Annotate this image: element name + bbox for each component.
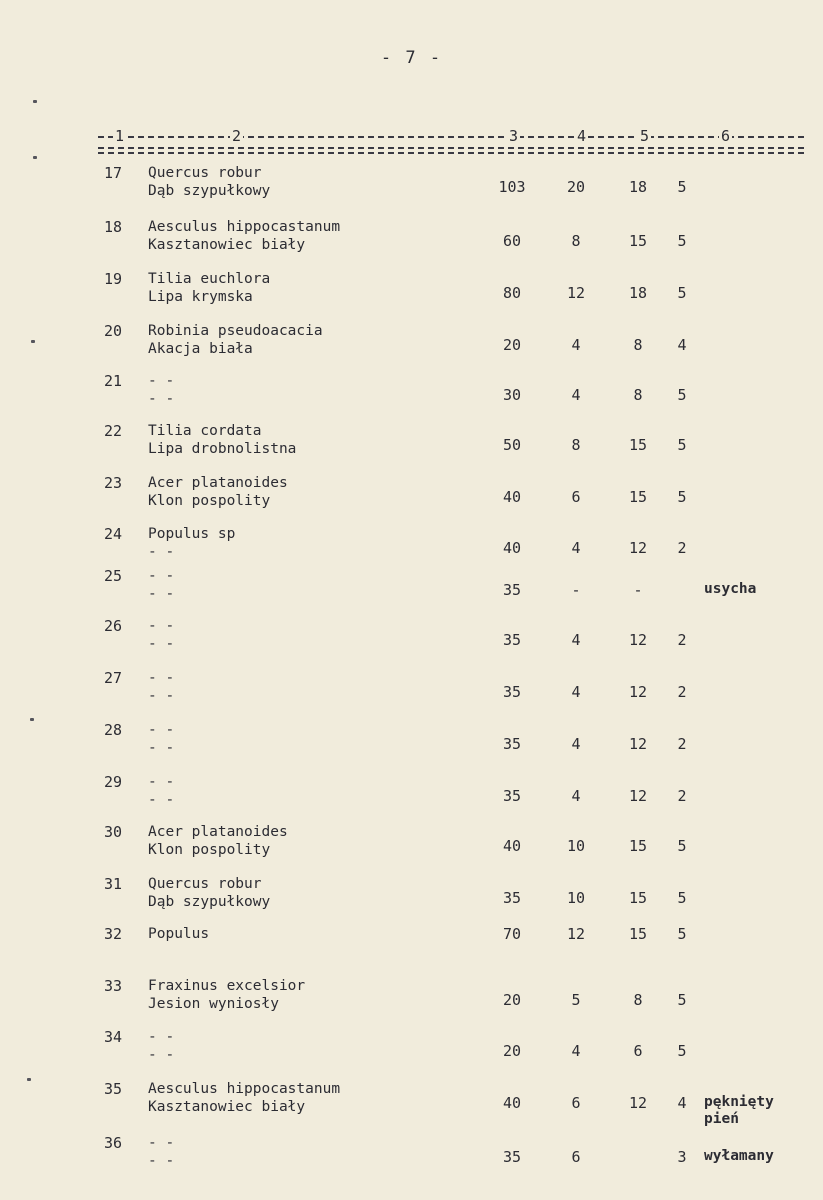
- table-row: [0, 1028, 823, 1078]
- table-row: [0, 1134, 823, 1184]
- value-col-6: 3: [677, 1148, 687, 1166]
- row-number: 21: [104, 372, 123, 390]
- table-row: [0, 474, 823, 524]
- value-col-5: 18: [628, 178, 648, 196]
- value-col-6: 5: [677, 488, 687, 506]
- value-col-5: 8: [633, 386, 643, 404]
- species-polish: - -: [148, 688, 175, 704]
- value-col-5: 15: [628, 436, 648, 454]
- value-col-5: 8: [633, 991, 643, 1009]
- species-polish: - -: [148, 544, 175, 560]
- value-col-3: 80: [502, 284, 522, 302]
- species-name: [148, 270, 270, 306]
- value-col-3: 35: [502, 1148, 522, 1166]
- species-latin: - -: [148, 1029, 175, 1045]
- value-col-4: 6: [571, 1094, 581, 1112]
- row-number: 27: [104, 669, 123, 687]
- value-col-5: 15: [628, 232, 648, 250]
- row-number: 26: [104, 617, 123, 635]
- value-col-3: 50: [502, 436, 522, 454]
- species-latin: Quercus robur: [148, 876, 262, 892]
- table-row: [0, 1080, 823, 1130]
- value-col-4: 4: [571, 336, 581, 354]
- value-col-3: 30: [502, 386, 522, 404]
- table-row: [0, 372, 823, 422]
- species-polish: Jesion wyniosły: [148, 996, 279, 1012]
- species-name: [148, 977, 305, 1013]
- row-number: 35: [104, 1080, 123, 1098]
- column-header-1: 1: [115, 127, 125, 145]
- margin-speck: [33, 100, 37, 103]
- value-col-6: 5: [677, 889, 687, 907]
- species-name: [148, 525, 235, 561]
- value-col-4: 8: [571, 436, 581, 454]
- species-polish: Lipa drobnolistna: [148, 441, 297, 457]
- value-col-4: 4: [571, 1042, 581, 1060]
- value-col-3: 20: [502, 991, 522, 1009]
- value-col-4: 4: [571, 735, 581, 753]
- species-latin: Populus sp: [148, 526, 236, 542]
- value-col-5: 12: [628, 539, 648, 557]
- value-col-3: 35: [502, 631, 522, 649]
- table-row: [0, 721, 823, 771]
- value-col-6: 5: [677, 232, 687, 250]
- value-col-4: 6: [571, 488, 581, 506]
- species-latin: Robinia pseudoacacia: [148, 323, 323, 339]
- table-row: [0, 218, 823, 268]
- table-row: [0, 322, 823, 372]
- table-row: [0, 925, 823, 975]
- species-polish: Kasztanowiec biały: [148, 1099, 306, 1115]
- value-col-5: 18: [628, 284, 648, 302]
- species-polish: Klon pospolity: [148, 842, 271, 858]
- row-number: 24: [104, 525, 123, 543]
- species-name: [148, 422, 296, 458]
- header-rule-top: [98, 136, 804, 138]
- table-row: [0, 669, 823, 719]
- value-col-3: 103: [498, 178, 526, 196]
- value-col-4: 4: [571, 386, 581, 404]
- value-col-4: 4: [571, 787, 581, 805]
- species-latin: Acer platanoides: [148, 475, 288, 491]
- row-number: 30: [104, 823, 123, 841]
- row-number: 31: [104, 875, 123, 893]
- value-col-5: 12: [628, 631, 648, 649]
- table-row: [0, 164, 823, 214]
- row-number: 23: [104, 474, 123, 492]
- species-polish: Kasztanowiec biały: [148, 237, 306, 253]
- value-col-6: 5: [677, 991, 687, 1009]
- remark: wyłamany: [704, 1148, 774, 1164]
- value-col-3: 35: [502, 735, 522, 753]
- row-number: 18: [104, 218, 123, 236]
- value-col-3: 70: [502, 925, 522, 943]
- species-polish: - -: [148, 586, 175, 602]
- column-header-5: 5: [640, 127, 650, 145]
- row-number: 36: [104, 1134, 123, 1152]
- value-col-5: 12: [628, 787, 648, 805]
- value-col-6: 5: [677, 1042, 687, 1060]
- species-latin: - -: [148, 774, 175, 790]
- row-number: 33: [104, 977, 123, 995]
- table-row: [0, 617, 823, 667]
- value-col-4: 6: [571, 1148, 581, 1166]
- value-col-5: 15: [628, 925, 648, 943]
- value-col-3: 60: [502, 232, 522, 250]
- species-latin: - -: [148, 670, 175, 686]
- table-row: [0, 422, 823, 472]
- table-row: [0, 977, 823, 1027]
- value-col-5: -: [633, 581, 643, 599]
- species-polish: Dąb szypułkowy: [148, 183, 271, 199]
- value-col-3: 20: [502, 336, 522, 354]
- remark: usycha: [704, 581, 757, 597]
- row-number: 34: [104, 1028, 123, 1046]
- table-row: [0, 567, 823, 617]
- value-col-6: 5: [677, 386, 687, 404]
- species-latin: Fraxinus excelsior: [148, 978, 306, 994]
- species-latin: - -: [148, 1135, 175, 1151]
- species-name: [148, 567, 174, 603]
- species-polish: Akacja biała: [148, 341, 253, 357]
- species-name: [148, 669, 174, 705]
- value-col-4: 10: [566, 837, 586, 855]
- value-col-3: 40: [502, 1094, 522, 1112]
- value-col-4: 4: [571, 683, 581, 701]
- value-col-3: 35: [502, 889, 522, 907]
- value-col-6: 5: [677, 837, 687, 855]
- value-col-6: 4: [677, 1094, 687, 1112]
- value-col-4: 4: [571, 631, 581, 649]
- value-col-3: 20: [502, 1042, 522, 1060]
- species-name: [148, 823, 288, 859]
- value-col-6: 5: [677, 284, 687, 302]
- row-number: 32: [104, 925, 123, 943]
- value-col-4: 12: [566, 925, 586, 943]
- species-name: [148, 1134, 174, 1170]
- value-col-5: 12: [628, 683, 648, 701]
- species-name: [148, 1028, 174, 1064]
- value-col-5: 8: [633, 336, 643, 354]
- species-polish: - -: [148, 792, 175, 808]
- species-polish: - -: [148, 391, 175, 407]
- species-name: [148, 721, 174, 757]
- value-col-6: 2: [677, 683, 687, 701]
- species-latin: Tilia euchlora: [148, 271, 271, 287]
- species-name: [148, 164, 270, 200]
- species-latin: Acer platanoides: [148, 824, 288, 840]
- margin-speck: [27, 1078, 31, 1081]
- table-row: [0, 773, 823, 823]
- species-latin: - -: [148, 568, 175, 584]
- value-col-4: 20: [566, 178, 586, 196]
- species-latin: - -: [148, 373, 175, 389]
- value-col-6: 2: [677, 631, 687, 649]
- species-latin: - -: [148, 722, 175, 738]
- species-polish: Dąb szypułkowy: [148, 894, 271, 910]
- margin-speck: [33, 156, 37, 159]
- page-number: - 7 -: [380, 48, 443, 68]
- value-col-5: 15: [628, 488, 648, 506]
- row-number: 25: [104, 567, 123, 585]
- value-col-6: 4: [677, 336, 687, 354]
- header-rule-double-1: [98, 147, 804, 149]
- species-name: [148, 875, 270, 911]
- column-header-4: 4: [577, 127, 587, 145]
- value-col-3: 35: [502, 787, 522, 805]
- species-latin: Tilia cordata: [148, 423, 262, 439]
- table-row: [0, 823, 823, 873]
- value-col-6: 2: [677, 539, 687, 557]
- species-name: [148, 474, 288, 510]
- species-polish: Lipa krymska: [148, 289, 253, 305]
- species-name: [148, 1080, 340, 1116]
- species-polish: - -: [148, 636, 175, 652]
- value-col-4: -: [571, 581, 581, 599]
- value-col-3: 35: [502, 683, 522, 701]
- species-latin: - -: [148, 618, 175, 634]
- remark: pęknięty pień: [704, 1094, 774, 1127]
- species-latin: Aesculus hippocastanum: [148, 1081, 341, 1097]
- species-name: [148, 617, 174, 653]
- value-col-4: 4: [571, 539, 581, 557]
- value-col-6: 5: [677, 178, 687, 196]
- value-col-5: 12: [628, 735, 648, 753]
- value-col-4: 10: [566, 889, 586, 907]
- row-number: 17: [104, 164, 123, 182]
- value-col-6: 5: [677, 925, 687, 943]
- species-polish: - -: [148, 1153, 175, 1169]
- margin-speck: [31, 340, 35, 343]
- column-header-2: 2: [232, 127, 242, 145]
- species-polish: Klon pospolity: [148, 493, 271, 509]
- value-col-5: 15: [628, 837, 648, 855]
- column-header-3: 3: [509, 127, 519, 145]
- column-header-6: 6: [721, 127, 731, 145]
- row-number: 29: [104, 773, 123, 791]
- value-col-3: 40: [502, 488, 522, 506]
- value-col-4: 8: [571, 232, 581, 250]
- species-name: [148, 773, 174, 809]
- row-number: 22: [104, 422, 123, 440]
- species-polish: - -: [148, 1047, 175, 1063]
- species-name: [148, 322, 323, 358]
- value-col-5: 12: [628, 1094, 648, 1112]
- species-polish: - -: [148, 740, 175, 756]
- margin-speck: [30, 718, 34, 721]
- table-row: [0, 875, 823, 925]
- value-col-6: 2: [677, 787, 687, 805]
- species-name: [148, 925, 209, 943]
- value-col-4: 12: [566, 284, 586, 302]
- value-col-6: 5: [677, 436, 687, 454]
- value-col-3: 40: [502, 539, 522, 557]
- species-name: [148, 372, 174, 408]
- species-name: [148, 218, 340, 254]
- value-col-3: 40: [502, 837, 522, 855]
- species-latin: Populus: [148, 926, 210, 942]
- species-latin: Quercus robur: [148, 165, 262, 181]
- row-number: 19: [104, 270, 123, 288]
- table-row: [0, 270, 823, 320]
- value-col-5: 6: [633, 1042, 643, 1060]
- header-rule-double-2: [98, 152, 804, 154]
- row-number: 20: [104, 322, 123, 340]
- value-col-3: 35: [502, 581, 522, 599]
- value-col-5: 15: [628, 889, 648, 907]
- row-number: 28: [104, 721, 123, 739]
- species-latin: Aesculus hippocastanum: [148, 219, 341, 235]
- value-col-4: 5: [571, 991, 581, 1009]
- value-col-6: 2: [677, 735, 687, 753]
